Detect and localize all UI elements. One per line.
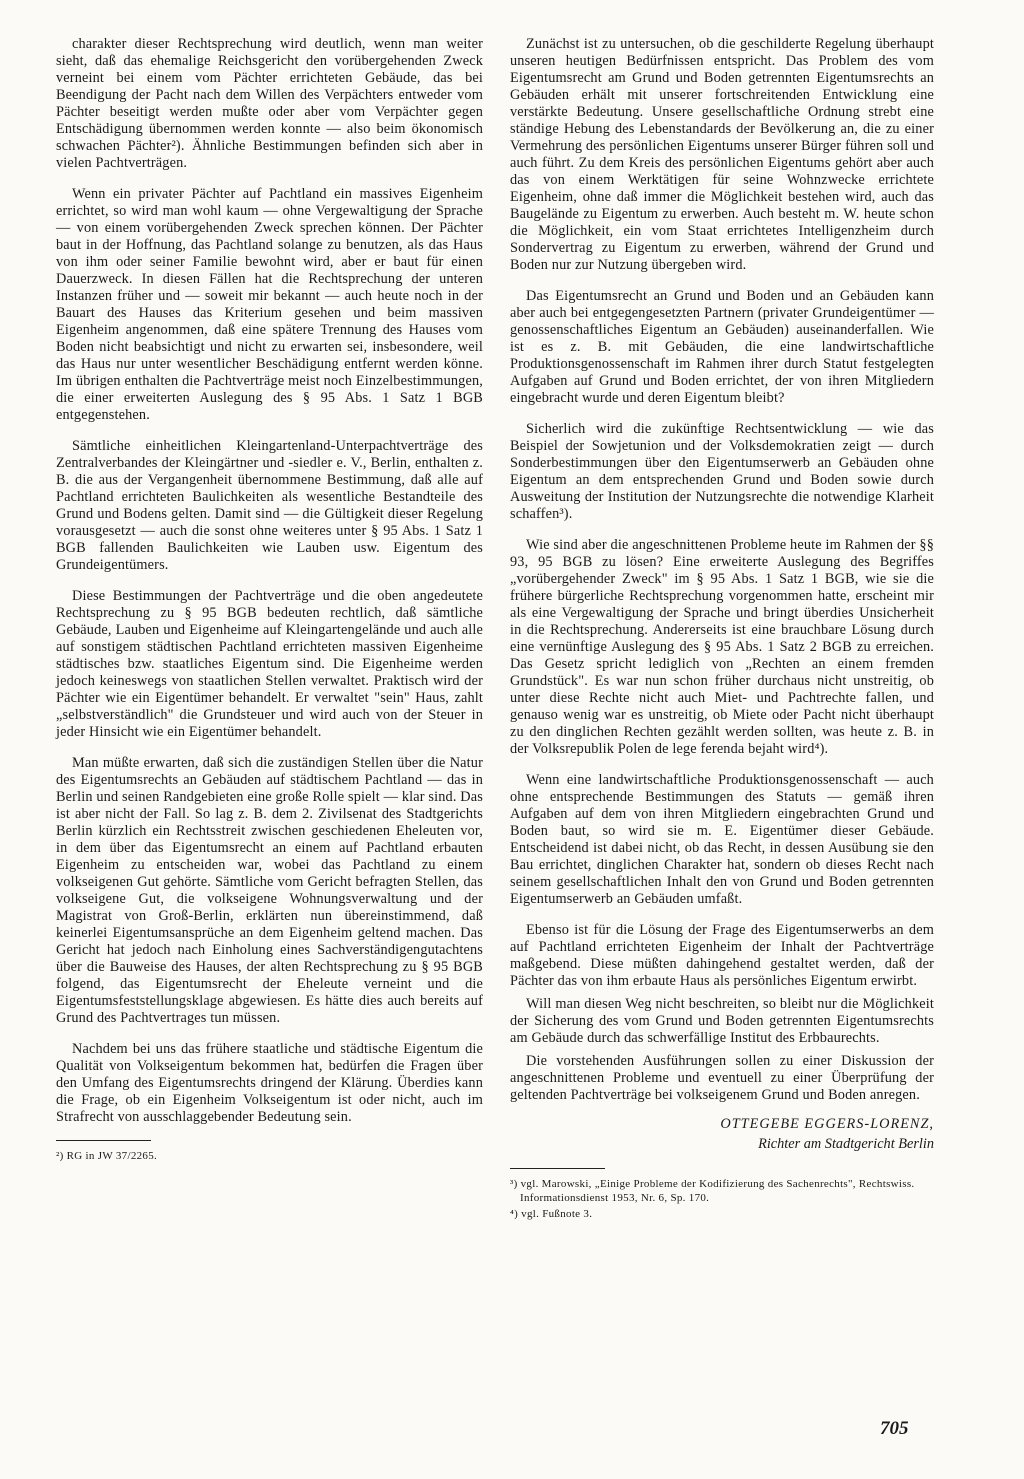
paragraph: Will man diesen Weg nicht beschreiten, so bleibt nur die Möglichkeit der Sicherung des vom Grund und Boden getrennten Eigentumsrechts am Gebäude durch das schwerfällige Institut des Erbbaurechts.: [510, 996, 934, 1046]
paragraph: Die vorstehenden Ausführungen sollen zu einer Diskussion der angeschnittenen Probleme und eventuell zu einer Überprüfung der geltenden Pachtverträge bei volkseigenem Grund und Boden anregen.: [510, 1053, 934, 1103]
paragraph: Das Eigentumsrecht an Grund und Boden und an Gebäuden kann aber auch bei entgegengesetzten Partnern (privater Grundeigentümer — genossenschaftliches Eigentum an Gebäuden) auseinanderfallen. Wie ist es z. B. mit Gebäuden, die eine landwirtschaftliche Produktionsgenossenschaft im Rahmen ihrer durch Statut festgelegten Aufgaben auf Grund und Boden errichtet, der von ihren Mitgliedern eingebracht wurde und deren Eigentum bleibt?: [510, 288, 934, 406]
page-number: 705: [880, 1418, 909, 1439]
paragraph: Nachdem bei uns das frühere staatliche und städtische Eigentum die Qualität von Volkseigentum bekommen hat, bedürfen die Fragen über den Umfang des Eigentumsrechts dringend der Klärung. Überdies kann die Frage, ob ein Eigenheim Volkseigentum ist oder nicht, auch im Strafrecht von ausschlaggebender Bedeutung sein.: [56, 1041, 483, 1125]
paragraph: charakter dieser Rechtsprechung wird deutlich, wenn man weiter sieht, daß das ehemalige Reichsgericht den vorübergehenden Zweck verneint bei einem vom Pächter errichteten Gebäude, das bei Beendigung der Pacht nach dem Willen des Verpächters entweder vom Pächter beseitigt werden mußte oder aber vom Verpächter gegen Entschädigung übernommen werden konnte — also beim ökonomisch schwachen Pächter²). Ähnliche Bestimmungen befinden sich aber in vielen Pachtverträgen.: [56, 36, 483, 171]
paragraph: Wenn ein privater Pächter auf Pachtland ein massives Eigenheim errichtet, so wird man wohl kaum — ohne Vergewaltigung der Sprache — von einem vorübergehenden Zweck sprechen können. Der Pächter baut in der Hoffnung, das Pachtland solange zu benutzen, als das Haus von ihm oder seiner Familie bewohnt wird, aber er baut für einen Dauerzweck. In diesen Fällen hat die Rechtsprechung der unteren Instanzen früher und — soweit mir bekannt — auch heute noch in der Bauart des Hauses das Kriterium gesehen und beim massiven Eigenheim angenommen, daß eine spätere Trennung des Hauses vom Boden nicht beabsichtigt und nicht zu erwarten sei, insbesondere, weil das Haus nur unter wesentlicher Beschädigung entfernt werden könne. Im übrigen enthalten die Pachtverträge meist noch Einzelbestimmungen, die einer erweiterten Auslegung des § 95 Abs. 1 Satz 1 BGB entgegenstehen.: [56, 186, 483, 423]
footnote: ⁴) vgl. Fußnote 3.: [510, 1208, 593, 1220]
footnote-rule: [56, 1140, 151, 1141]
footnote: ²) RG in JW 37/2265.: [56, 1150, 158, 1162]
paragraph: Sicherlich wird die zukünftige Rechtsentwicklung — wie das Beispiel der Sowjetunion und der Volksdemokratien zeigt — durch Sonderbestimmungen über den Eigentumserwerb an Gebäuden ohne Eigentum an dem entsprechenden Grund und Boden sowie durch Ausweitung der Institution der Nutzungsrechte die notwendige Klarheit schaffen³).: [510, 421, 934, 522]
author-title: Richter am Stadtgericht Berlin: [758, 1136, 934, 1152]
left-column: [56, 36, 483, 1165]
paragraph: Wenn eine landwirtschaftliche Produktionsgenossenschaft — auch ohne entsprechende Bestimmungen des Statuts — gemäß ihren Aufgaben auf dem von ihren Mitgliedern eingebrachten Grund und Boden baut, so wird sie m. E. Eigentümer dieser Gebäude. Entscheidend ist dabei nicht, ob das Recht, in dessen Ausübung sie den Bau errichtet, dinglichen Charakter hat, sondern ob dieses Recht nach seinem gesellschaftlichen Inhalt den von Grund und Boden getrennten Eigentumserwerb an Gebäuden umfaßt.: [510, 772, 934, 907]
author-name: OTTEGEBE EGGERS-LORENZ,: [720, 1116, 934, 1132]
footnote-rule: [510, 1168, 605, 1169]
right-column: [510, 36, 934, 1223]
paragraph: Diese Bestimmungen der Pachtverträge und die oben angedeutete Rechtsprechung zu § 95 BGB bedeuten rechtlich, daß sämtliche Gebäude, Lauben und Eigenheime auf Kleingartengelände und auch alle auf sonstigem städtischen Pachtland errichteten massiven Eigenheime städtisches bzw. staatliches Eigentum sind. Die Eigenheime werden jedoch keineswegs von staatlichen Stellen verwaltet. Praktisch wird der Pächter wie ein Eigentümer behandelt. Er verwaltet "sein" Haus, zahlt „selbstverständlich" die Grundsteuer und wird auch von der Steuer in jeder Hinsicht wie ein Eigentümer behandelt.: [56, 588, 483, 740]
paragraph: Ebenso ist für die Lösung der Frage des Eigentumserwerbs an dem auf Pachtland errichteten Eigenheim der Inhalt der Pachtverträge maßgebend. Diese müßten dahingehend gestaltet werden, daß der Pächter das von ihm erbaute Haus als persönliches Eigentum erwirbt.: [510, 922, 934, 989]
paragraph: Wie sind aber die angeschnittenen Probleme heute im Rahmen der §§ 93, 95 BGB zu lösen? Eine erweiterte Auslegung des Begriffes „vorübergehender Zweck" im § 95 Abs. 1 Satz 1 BGB, wie sie die frühere bürgerliche Rechtsprechung vorgenommen hatte, erscheint mir als eine Vergewaltigung der Sprache und bringt überdies Unsicherheit in die Rechtsprechung. Andererseits ist eine brauchbare Lösung durch eine vernünftige Auslegung des § 95 Abs. 1 Satz 2 BGB zu erreichen. Das Gesetz spricht lediglich von „Rechten an einem fremden Grundstück". Es war nun schon früher durchaus nicht unstreitig, ob unter diese Rechte nicht auch Miet- und Pachtrechte fallen, und genauso wenig war es unstreitig, ob Miete oder Pacht nicht überhaupt zu den dinglichen Rechten gezählt werden sollten, was heute z. B. in der Volksrepublik Polen de lege ferenda bejaht wird⁴).: [510, 537, 934, 757]
footnote: ³) vgl. Marowski, „Einige Probleme der Kodifizierung des Sachenrechts", Rechtswiss. Informationsdienst 1953, Nr. 6, Sp. 170.: [510, 1178, 915, 1204]
author-signature: [510, 1114, 934, 1154]
paragraph: Sämtliche einheitlichen Kleingartenland-Unterpachtverträge des Zentralverbandes der Kleingärtner und -siedler e. V., Berlin, enthalten z. B. die aus der Vergangenheit übernommene Bestimmung, daß alle auf Pachtland errichteten Baulichkeiten als wesentliche Bestandteile des Grund und Bodens gelten. Damit sind — die Gültigkeit dieser Regelung vorausgesetzt — auch die sonst ohne weiteres unter § 95 Abs. 1 Satz 1 BGB fallenden Baulichkeiten wie Lauben usw. Eigentum des Grundeigentümers.: [56, 438, 483, 573]
paragraph: Zunächst ist zu untersuchen, ob die geschilderte Regelung überhaupt unseren heutigen Bedürfnissen entspricht. Das Problem des vom Eigentumsrecht am Grund und Boden getrennten Eigentumsrechts an Gebäuden erhält mit unserer fortschreitenden Entwicklung eine verstärkte Bedeutung. Unsere gesellschaftliche Ordnung strebt eine ständige Hebung des Lebenstandards der Bevölkerung an, die zu einer Vermehrung des persönlichen Eigentums unserer Bürger führen soll und auch führt. Zu dem Kreis des persönlichen Eigentums gehört aber auch das von einem Werktätigen für seine Wohnzwecke errichtete Eigenheim, ohne daß immer die Möglichkeit bestehen wird, auch das Baugelände zu Eigentum zu erwerben. Auch besteht m. W. heute schon die Möglichkeit, ein vom Staat errichtetes Intelligenzheim durch Sondervertrag zu Eigentum zu erwerben, während der Grund und Boden nur zur Nutzung übergeben wird.: [510, 36, 934, 273]
paragraph: Man müßte erwarten, daß sich die zuständigen Stellen über die Natur des Eigentumsrechts an Gebäuden auf städtischem Pachtland — das in Berlin und seinen Randgebieten eine große Rolle spielt — klar sind. Das ist aber nicht der Fall. So lag z. B. dem 2. Zivilsenat des Stadtgerichts Berlin kürzlich ein Rechtsstreit zwischen geschiedenen Eheleuten vor, in dem über das Eigentumsrecht an einem auf Pachtland erbauten Eigenheim zu entscheiden war, wobei das Pachtland zu einem volkseigenen Gut gehörte. Sämtliche vom Gericht befragten Stellen, das volkseigene Gut, die volkseigene Wohnungsverwaltung und der Magistrat von Groß-Berlin, erklärten nun übereinstimmend, daß keinerlei Eigentumsansprüche an dem Eigenheim geltend machen. Das Gericht hat jedoch nach Einholung eines Sachverständigengutachtens über die Bauweise des Hauses, der alten Rechtsprechung zu § 95 BGB folgend, das Eigentumsrecht der Eheleute verneint und die Eigentumsfeststellungsklage abgewiesen. Es hätte dies auch bereits auf Grund des Pachtvertrages tun müssen.: [56, 755, 483, 1026]
